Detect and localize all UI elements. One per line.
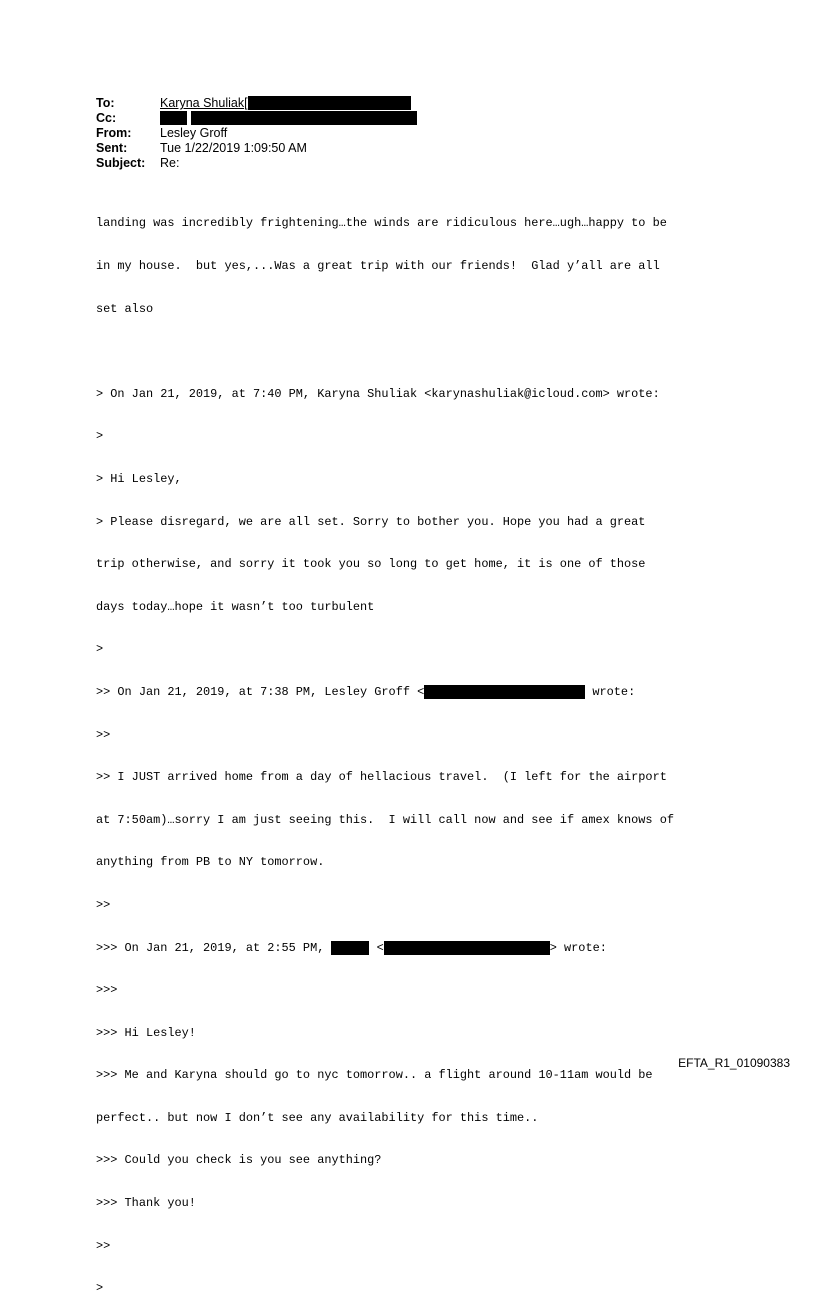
- redaction-block: [384, 941, 550, 955]
- quoted-header-line: [96, 941, 674, 955]
- quote-suffix: wrote:: [585, 684, 636, 699]
- body-line: >>: [96, 897, 111, 912]
- sent-label: Sent:: [96, 141, 128, 155]
- quote-prefix: >> On Jan 21, 2019, at 7:38 PM, Lesley Groff <: [96, 684, 425, 699]
- body-line: landing was incredibly frightening…the winds are ridiculous here…ugh…happy to be: [96, 216, 667, 231]
- body-line: >>>: [96, 983, 118, 998]
- to-label: To:: [96, 96, 115, 110]
- from-value: Lesley Groff: [160, 126, 228, 140]
- body-line: >>> Thank you!: [96, 1196, 196, 1211]
- to-row: [96, 96, 417, 111]
- body-line: >> I JUST arrived home from a day of hellacious travel. (I left for the airport: [96, 770, 667, 785]
- redaction-block: [191, 111, 417, 125]
- body-line: > Please disregard, we are all set. Sorry to bother you. Hope you had a great: [96, 514, 646, 529]
- body-line: >: [96, 1281, 104, 1296]
- body-line: trip otherwise, and sorry it took you so long to get home, it is one of those: [96, 557, 646, 572]
- body-line: > Hi Lesley,: [96, 471, 182, 486]
- subject-value: Re:: [160, 156, 180, 170]
- subject-row: [96, 156, 417, 171]
- body-line: >>> Hi Lesley!: [96, 1025, 196, 1040]
- redaction-block: [331, 941, 369, 955]
- from-row: [96, 126, 417, 141]
- body-line: > On Jan 21, 2019, at 7:40 PM, Karyna Shuliak <karynashuliak@icloud.com> wrote:: [96, 386, 660, 401]
- body-line: >>: [96, 727, 111, 742]
- body-line: >>> Me and Karyna should go to nyc tomorrow.. a flight around 10-11am would be: [96, 1068, 653, 1083]
- quote-mid: <: [369, 940, 384, 955]
- from-label: From:: [96, 126, 132, 140]
- sent-row: [96, 141, 417, 156]
- body-line: >>: [96, 1238, 111, 1253]
- body-line: days today…hope it wasn’t too turbulent: [96, 599, 375, 614]
- body-line: [96, 344, 674, 358]
- cc-label: Cc:: [96, 111, 117, 125]
- quote-suffix: > wrote:: [549, 940, 607, 955]
- to-value: [160, 96, 411, 111]
- cc-value: [160, 111, 417, 126]
- redaction-block: [248, 96, 411, 110]
- email-body: [96, 188, 674, 1310]
- body-line: >: [96, 642, 104, 657]
- quoted-header-line: [96, 685, 674, 699]
- body-line: set also: [96, 301, 154, 316]
- document-id: EFTA_R1_01090383: [678, 1056, 790, 1070]
- redaction-block: [424, 685, 585, 699]
- body-line: >: [96, 429, 104, 444]
- sent-value: Tue 1/22/2019 1:09:50 AM: [160, 141, 307, 155]
- quote-prefix: >>> On Jan 21, 2019, at 2:55 PM,: [96, 940, 332, 955]
- subject-label: Subject:: [96, 156, 146, 170]
- body-line: at 7:50am)…sorry I am just seeing this. I will call now and see if amex knows of: [96, 812, 674, 827]
- body-line: perfect.. but now I don’t see any availability for this time..: [96, 1110, 539, 1125]
- cc-row: [96, 111, 417, 126]
- recipient-bracket: [: [244, 96, 248, 110]
- email-header: [96, 96, 417, 171]
- body-line: in my house. but yes,...Was a great trip with our friends! Glad y’all are all: [96, 259, 660, 273]
- body-line: >>> Could you check is you see anything?: [96, 1153, 382, 1168]
- body-line: anything from PB to NY tomorrow.: [96, 855, 325, 870]
- redaction-block: [160, 111, 187, 125]
- recipient-name: Karyna Shuliak: [160, 96, 245, 110]
